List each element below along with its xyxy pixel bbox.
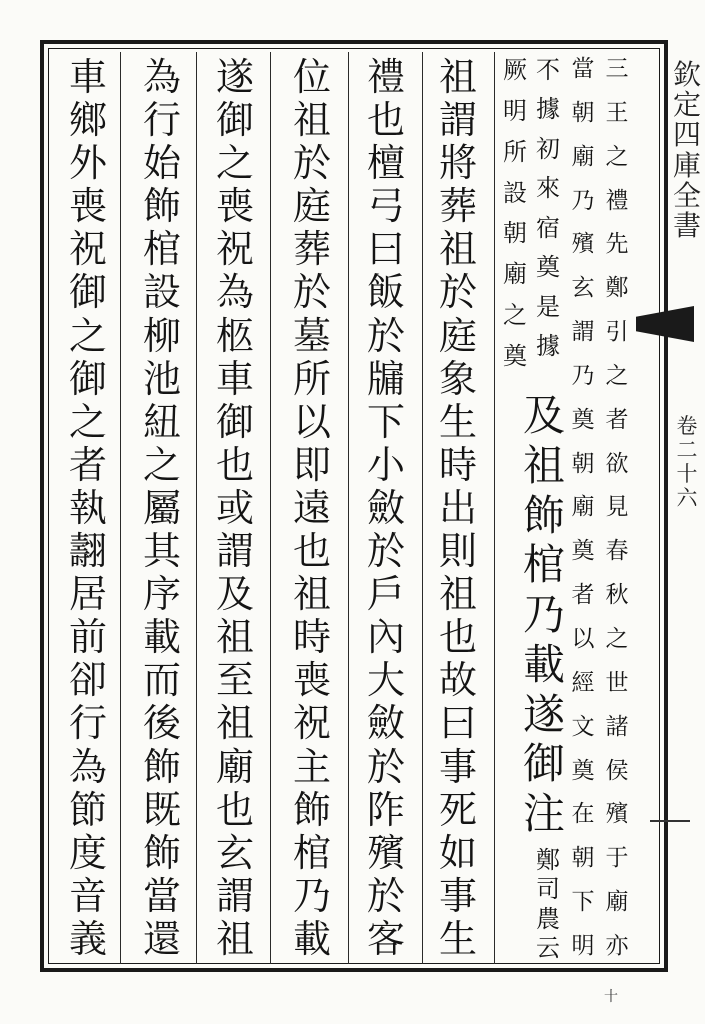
glyph: 定 xyxy=(672,88,701,122)
glyph: 四 xyxy=(672,118,701,152)
glyph: 紐 xyxy=(142,399,181,444)
glyph: 據 xyxy=(536,331,560,360)
glyph: 戶 xyxy=(366,572,405,617)
glyph: 後 xyxy=(142,701,181,746)
glyph: 欽 xyxy=(672,58,701,91)
glyph: 之 xyxy=(142,442,181,487)
glyph: 廟 xyxy=(571,494,595,521)
glyph: 曰 xyxy=(438,701,477,746)
glyph: 乃 xyxy=(571,187,595,214)
text-column-8 xyxy=(207,55,263,961)
glyph: 農 xyxy=(536,904,560,933)
glyph: 大 xyxy=(366,658,405,703)
glyph: 之 xyxy=(605,625,629,652)
glyph: 象 xyxy=(438,356,477,401)
glyph: 載 xyxy=(522,639,565,689)
glyph: 乃 xyxy=(571,362,595,389)
glyph: 弓 xyxy=(366,184,405,229)
glyph: 將 xyxy=(438,141,477,186)
glyph: 謂 xyxy=(215,529,254,574)
glyph: 祖 xyxy=(215,701,254,746)
glyph: 玄 xyxy=(215,830,254,875)
glyph: 云 xyxy=(536,933,560,962)
glyph: 如 xyxy=(438,830,477,875)
glyph: 祖 xyxy=(438,572,477,617)
glyph: 故 xyxy=(438,658,477,703)
glyph: 出 xyxy=(438,485,477,530)
text-column-3-main xyxy=(514,391,574,838)
glyph: 廟 xyxy=(215,744,254,789)
glyph: 庫 xyxy=(672,148,701,182)
glyph: 於 xyxy=(438,270,477,315)
glyph: 十 xyxy=(676,462,698,487)
glyph: 當 xyxy=(571,56,595,82)
glyph: 音 xyxy=(68,873,107,918)
glyph: 下 xyxy=(571,889,595,916)
glyph: 之 xyxy=(68,313,107,358)
glyph: 卷 xyxy=(676,414,698,438)
glyph: 諸 xyxy=(605,713,629,740)
book-title xyxy=(670,60,704,241)
glyph: 死 xyxy=(438,787,477,832)
column-rule xyxy=(422,52,423,964)
glyph: 以 xyxy=(292,399,331,444)
glyph: 之 xyxy=(68,399,107,444)
glyph: 王 xyxy=(605,99,629,126)
glyph: 前 xyxy=(68,615,107,660)
glyph: 遠 xyxy=(292,485,331,530)
glyph: 者 xyxy=(571,582,595,609)
glyph: 遂 xyxy=(522,689,565,739)
glyph: 來 xyxy=(536,174,560,203)
glyph: 執 xyxy=(68,485,107,530)
glyph: 葬 xyxy=(292,227,331,272)
glyph: 車 xyxy=(68,55,107,99)
glyph: 斂 xyxy=(366,485,405,530)
glyph: 御 xyxy=(68,270,107,315)
glyph: 棺 xyxy=(522,540,565,590)
glyph: 據 xyxy=(536,95,560,124)
glyph: 載 xyxy=(292,916,331,961)
glyph: 祝 xyxy=(215,227,254,272)
glyph: 三 xyxy=(605,56,629,82)
glyph: 書 xyxy=(672,209,701,243)
glyph: 喪 xyxy=(215,184,254,229)
glyph: 為 xyxy=(215,270,254,315)
glyph: 奠 xyxy=(571,757,595,784)
glyph: 奠 xyxy=(571,538,595,565)
glyph: 所 xyxy=(292,356,331,401)
glyph: 之 xyxy=(215,141,254,186)
glyph: 御 xyxy=(68,356,107,401)
glyph: 于 xyxy=(605,845,629,872)
glyph: 內 xyxy=(366,615,405,660)
glyph: 節 xyxy=(68,787,107,832)
glyph: 池 xyxy=(142,356,181,401)
glyph: 事 xyxy=(438,873,477,918)
glyph: 御 xyxy=(215,98,254,143)
glyph: 侯 xyxy=(605,757,629,784)
glyph: 阼 xyxy=(366,787,405,832)
column-rule xyxy=(270,52,271,964)
glyph: 飾 xyxy=(522,490,565,540)
glyph: 朝 xyxy=(503,219,527,248)
glyph: 殯 xyxy=(571,231,595,258)
glyph: 注 xyxy=(522,789,565,838)
glyph: 廟 xyxy=(503,260,527,289)
glyph: 及 xyxy=(522,391,565,440)
glyph: 宿 xyxy=(536,213,560,242)
glyph: 祖 xyxy=(215,615,254,660)
glyph: 載 xyxy=(142,615,181,660)
glyph: 秋 xyxy=(605,582,629,609)
glyph: 奠 xyxy=(536,253,560,282)
text-column-4 xyxy=(497,58,533,368)
glyph: 時 xyxy=(292,615,331,660)
glyph: 御 xyxy=(215,399,254,444)
glyph: 喪 xyxy=(292,658,331,703)
glyph: 經 xyxy=(571,669,595,696)
text-column-3-upper xyxy=(530,58,566,358)
text-column-7 xyxy=(284,55,340,961)
glyph: 也 xyxy=(292,529,331,574)
glyph: 鄭 xyxy=(536,846,560,874)
glyph: 先 xyxy=(605,231,629,258)
glyph: 檀 xyxy=(366,141,405,186)
glyph: 小 xyxy=(366,442,405,487)
glyph: 生 xyxy=(438,916,477,961)
glyph: 屬 xyxy=(142,485,181,530)
glyph: 乃 xyxy=(522,590,565,639)
glyph: 所 xyxy=(503,137,527,166)
glyph: 也 xyxy=(215,442,254,487)
glyph: 厥 xyxy=(503,56,527,84)
volume-label xyxy=(672,414,702,511)
glyph: 也 xyxy=(366,98,405,143)
glyph: 還 xyxy=(142,916,181,961)
glyph: 位 xyxy=(292,55,331,99)
glyph: 生 xyxy=(438,399,477,444)
text-column-3-lower xyxy=(530,848,566,960)
glyph: 禮 xyxy=(605,187,629,214)
glyph: 當 xyxy=(142,873,181,918)
page-mark: 十 xyxy=(604,989,618,1005)
glyph: 祖 xyxy=(215,916,254,961)
glyph: 牖 xyxy=(366,356,405,401)
glyph: 祖 xyxy=(292,98,331,143)
glyph: 全 xyxy=(672,178,701,212)
glyph: 祖 xyxy=(292,572,331,617)
glyph: 明 xyxy=(571,932,595,959)
glyph: 外 xyxy=(68,141,107,186)
glyph: 祝 xyxy=(68,227,107,272)
glyph: 柩 xyxy=(215,313,254,358)
column-rule xyxy=(348,52,349,964)
glyph: 奠 xyxy=(571,406,595,433)
glyph: 時 xyxy=(438,442,477,487)
glyph: 喪 xyxy=(68,184,107,229)
glyph: 庭 xyxy=(292,184,331,229)
text-column-1 xyxy=(602,58,632,958)
glyph: 既 xyxy=(142,787,181,832)
glyph: 也 xyxy=(215,787,254,832)
glyph: 謂 xyxy=(438,98,477,143)
glyph: 棺 xyxy=(142,227,181,272)
glyph: 於 xyxy=(366,873,405,918)
glyph: 二 xyxy=(676,438,698,463)
glyph: 為 xyxy=(142,55,181,99)
glyph: 為 xyxy=(68,744,107,789)
glyph: 斂 xyxy=(366,701,405,746)
glyph: 鄭 xyxy=(605,275,629,302)
glyph: 於 xyxy=(366,313,405,358)
glyph: 卻 xyxy=(68,658,107,703)
glyph: 者 xyxy=(68,442,107,487)
glyph: 飾 xyxy=(142,744,181,789)
column-rule xyxy=(494,52,495,964)
glyph: 而 xyxy=(142,658,181,703)
glyph: 祝 xyxy=(292,701,331,746)
glyph: 事 xyxy=(438,744,477,789)
glyph: 引 xyxy=(605,319,629,346)
glyph: 設 xyxy=(503,178,527,207)
glyph: 飾 xyxy=(142,184,181,229)
glyph: 祖 xyxy=(438,55,477,99)
glyph: 亦 xyxy=(605,932,629,959)
glyph: 見 xyxy=(605,494,629,521)
glyph: 殯 xyxy=(366,830,405,875)
glyph: 於 xyxy=(292,270,331,315)
glyph: 或 xyxy=(215,485,254,530)
glyph: 於 xyxy=(292,141,331,186)
glyph: 度 xyxy=(68,830,107,875)
glyph: 於 xyxy=(366,744,405,789)
glyph: 主 xyxy=(292,744,331,789)
glyph: 行 xyxy=(142,98,181,143)
glyph: 六 xyxy=(676,486,698,511)
glyph: 廟 xyxy=(571,143,595,170)
glyph: 在 xyxy=(571,801,595,828)
glyph: 朝 xyxy=(571,845,595,872)
glyph: 車 xyxy=(215,356,254,401)
glyph: 春 xyxy=(605,538,629,565)
glyph: 乃 xyxy=(292,873,331,918)
glyph: 於 xyxy=(366,529,405,574)
glyph: 是 xyxy=(536,292,560,321)
glyph: 禮 xyxy=(366,55,405,99)
margin-divider xyxy=(650,820,690,822)
glyph: 祖 xyxy=(438,227,477,272)
glyph: 居 xyxy=(68,572,107,617)
glyph: 其 xyxy=(142,529,181,574)
glyph: 鄉 xyxy=(68,98,107,143)
glyph: 曰 xyxy=(366,227,405,272)
glyph: 之 xyxy=(503,301,527,330)
glyph: 飾 xyxy=(142,830,181,875)
glyph: 及 xyxy=(215,572,254,617)
glyph: 設 xyxy=(142,270,181,315)
glyph: 司 xyxy=(536,875,560,904)
glyph: 不 xyxy=(536,56,560,84)
glyph: 遂 xyxy=(215,55,254,99)
glyph: 殯 xyxy=(605,801,629,828)
glyph: 玄 xyxy=(571,275,595,302)
glyph: 庭 xyxy=(438,313,477,358)
column-rule xyxy=(196,52,197,964)
glyph: 之 xyxy=(605,143,629,170)
glyph: 以 xyxy=(571,625,595,652)
glyph: 序 xyxy=(142,572,181,617)
glyph: 始 xyxy=(142,141,181,186)
glyph: 則 xyxy=(438,529,477,574)
text-column-9 xyxy=(134,55,190,961)
glyph: 謂 xyxy=(571,319,595,346)
text-column-5 xyxy=(430,55,486,961)
text-column-6 xyxy=(358,55,414,961)
glyph: 奠 xyxy=(503,341,527,370)
glyph: 翿 xyxy=(68,529,107,574)
glyph: 行 xyxy=(68,701,107,746)
glyph: 欲 xyxy=(605,450,629,477)
glyph: 謂 xyxy=(215,873,254,918)
glyph: 義 xyxy=(68,916,107,961)
glyph: 朝 xyxy=(571,99,595,126)
glyph: 棺 xyxy=(292,830,331,875)
column-rule xyxy=(120,52,121,964)
glyph: 世 xyxy=(605,669,629,696)
glyph: 下 xyxy=(366,399,405,444)
glyph: 即 xyxy=(292,442,331,487)
glyph: 初 xyxy=(536,134,560,163)
glyph: 朝 xyxy=(571,450,595,477)
glyph: 墓 xyxy=(292,313,331,358)
text-column-10 xyxy=(60,55,116,961)
glyph: 也 xyxy=(438,615,477,660)
glyph: 柳 xyxy=(142,313,181,358)
glyph: 者 xyxy=(605,406,629,433)
glyph: 明 xyxy=(503,96,527,125)
glyph: 之 xyxy=(605,362,629,389)
glyph: 葬 xyxy=(438,184,477,229)
glyph: 文 xyxy=(571,713,595,740)
glyph: 祖 xyxy=(522,440,565,490)
glyph: 客 xyxy=(366,916,405,961)
glyph: 飾 xyxy=(292,787,331,832)
glyph: 御 xyxy=(522,739,565,789)
glyph: 飯 xyxy=(366,270,405,315)
glyph: 至 xyxy=(215,658,254,703)
glyph: 廟 xyxy=(605,889,629,916)
